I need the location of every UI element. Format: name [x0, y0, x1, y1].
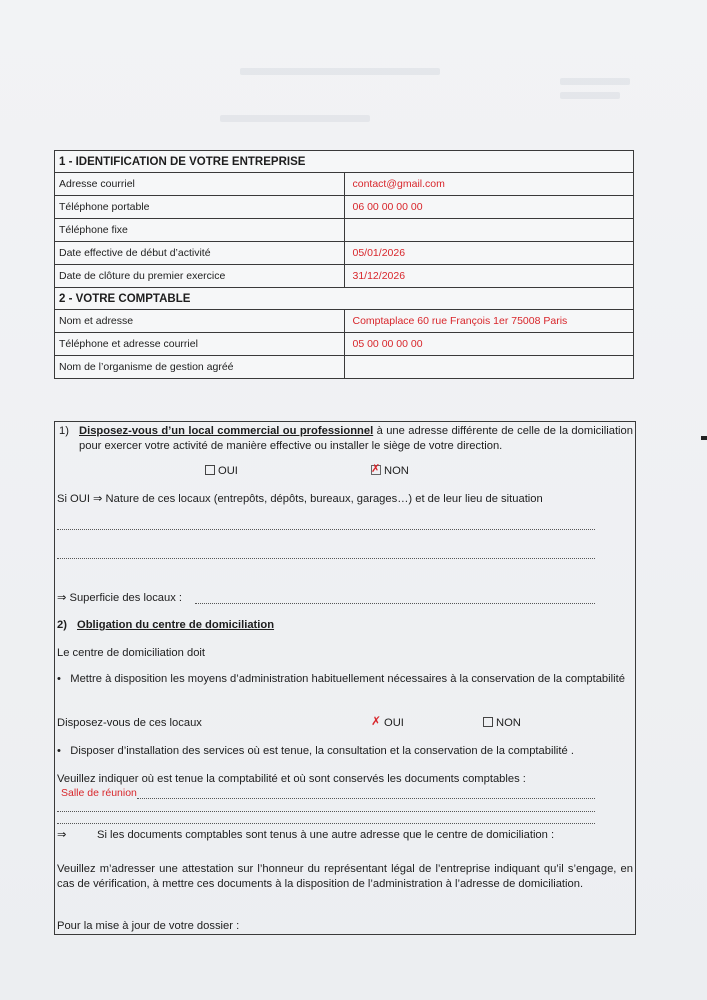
table-row — [55, 196, 634, 219]
field-label: Date de clôture du premier exercice — [55, 265, 345, 288]
check-x-icon: ✗ — [371, 463, 381, 475]
check-x-icon: ✗ — [371, 714, 382, 728]
closing-date-value[interactable]: 31/12/2026 — [344, 265, 634, 288]
attestation-text: Veuillez m’adresser une attestation sur l’honneur du représentant légal de l’entreprise indiquant qu’il s’engage, en cas de vérification, à mettre ces documents à la disposition de l’administration à l’adresse de domiciliation. — [57, 863, 633, 890]
field-label: Téléphone fixe — [55, 219, 345, 242]
field-label: Téléphone et adresse courriel — [55, 333, 345, 356]
question-2-number: 2) — [57, 619, 67, 631]
field-label: Téléphone portable — [55, 196, 345, 219]
bullet-icon: • — [57, 745, 71, 757]
q2-non-label: NON — [496, 717, 521, 729]
q1-non-label: NON — [384, 465, 409, 477]
bullet-2-text: Disposer d’installation des services où est tenue, la consultation et la conservation de la comptabilité . — [70, 745, 574, 757]
bleed-through-mark — [240, 68, 440, 75]
table-row — [55, 265, 634, 288]
dotted-answer-line[interactable] — [57, 529, 595, 530]
scan-edge-mark — [701, 436, 707, 440]
bleed-through-mark — [560, 92, 620, 99]
dotted-answer-line[interactable] — [57, 558, 595, 559]
question-1 — [57, 424, 633, 454]
table-row — [55, 219, 634, 242]
domiciliation-intro: Le centre de domiciliation doit — [57, 647, 206, 659]
q2-non-checkbox[interactable] — [483, 717, 493, 727]
email-value[interactable]: contact@gmail.com — [344, 173, 634, 196]
accountant-name-address-value[interactable]: Comptaplace 60 rue François 1er 75008 Paris — [344, 310, 634, 333]
approved-management-body-value[interactable] — [344, 356, 634, 379]
q1-non-option[interactable] — [371, 464, 633, 479]
surface-label: ⇒ Superficie des locaux : — [57, 592, 183, 604]
bullet-1 — [57, 672, 633, 687]
dotted-answer-line[interactable] — [195, 603, 595, 604]
start-date-value[interactable]: 05/01/2026 — [344, 242, 634, 265]
section-header-row — [55, 288, 634, 310]
arrow-icon: ⇒ — [57, 829, 67, 841]
question-2 — [57, 618, 633, 633]
q2-oui-checkbox-checked[interactable] — [371, 714, 382, 728]
q2-non-option[interactable] — [483, 716, 633, 731]
premises-question: Disposez-vous de ces locaux — [57, 717, 202, 729]
mobile-phone-value[interactable]: 06 00 00 00 00 — [344, 196, 634, 219]
field-label: Date effective de début d’activité — [55, 242, 345, 265]
table-row — [55, 242, 634, 265]
table-row — [55, 333, 634, 356]
dotted-answer-line[interactable] — [137, 798, 595, 799]
other-address-row — [57, 828, 633, 843]
bullet-icon: • — [57, 673, 71, 685]
bullet-2 — [57, 744, 633, 759]
table-row — [55, 356, 634, 379]
dotted-answer-line[interactable] — [57, 811, 595, 812]
question-2-title: Obligation du centre de domiciliation — [77, 619, 275, 631]
section1-title: 1 - IDENTIFICATION DE VOTRE ENTREPRISE — [55, 151, 634, 173]
section2-title: 2 - VOTRE COMPTABLE — [55, 288, 634, 310]
bleed-through-mark — [560, 78, 630, 85]
accounting-location-question: Veuillez indiquer où est tenue la comptabilité et où sont conservés les documents comptables : — [57, 773, 526, 785]
if-oui-premises-nature: Si OUI ⇒ Nature de ces locaux (entrepôts, dépôts, bureaux, garages…) et de leur lieu de situation — [57, 493, 543, 505]
q2-oui-label: OUI — [384, 717, 404, 729]
field-label: Adresse courriel — [55, 173, 345, 196]
question-1-text: à une adresse différente de celle de la domiciliation pour exercer votre activité de manière effective ou installer le siège de votre direction. — [79, 425, 633, 452]
question-1-number: 1) — [59, 425, 69, 437]
other-address-text: Si les documents comptables sont tenus à une autre adresse que le centre de domiciliation : — [97, 829, 555, 841]
field-label: Nom et adresse — [55, 310, 345, 333]
section-header-row — [55, 151, 634, 173]
premises-questionnaire — [54, 421, 636, 935]
q1-non-checkbox-checked[interactable] — [371, 465, 381, 475]
table-row — [55, 173, 634, 196]
file-update-label: Pour la mise à jour de votre dossier : — [57, 920, 240, 932]
dotted-answer-line[interactable] — [57, 823, 595, 824]
accountant-phone-email-value[interactable]: 05 00 00 00 00 — [344, 333, 634, 356]
bleed-through-mark — [220, 115, 370, 122]
question-1-title: Disposez-vous d’un local commercial ou professionnel — [79, 425, 374, 437]
field-label: Nom de l’organisme de gestion agréé — [55, 356, 345, 379]
bullet-1-text: Mettre à disposition les moyens d’administration habituellement nécessaires à la conservation de la comptabilité — [70, 673, 625, 685]
landline-phone-value[interactable] — [344, 219, 634, 242]
q1-oui-label: OUI — [218, 465, 238, 477]
table-row — [55, 310, 634, 333]
q1-oui-checkbox[interactable] — [205, 465, 215, 475]
company-identification-table — [54, 150, 634, 379]
handwritten-answer: Salle de réunion — [61, 787, 137, 799]
